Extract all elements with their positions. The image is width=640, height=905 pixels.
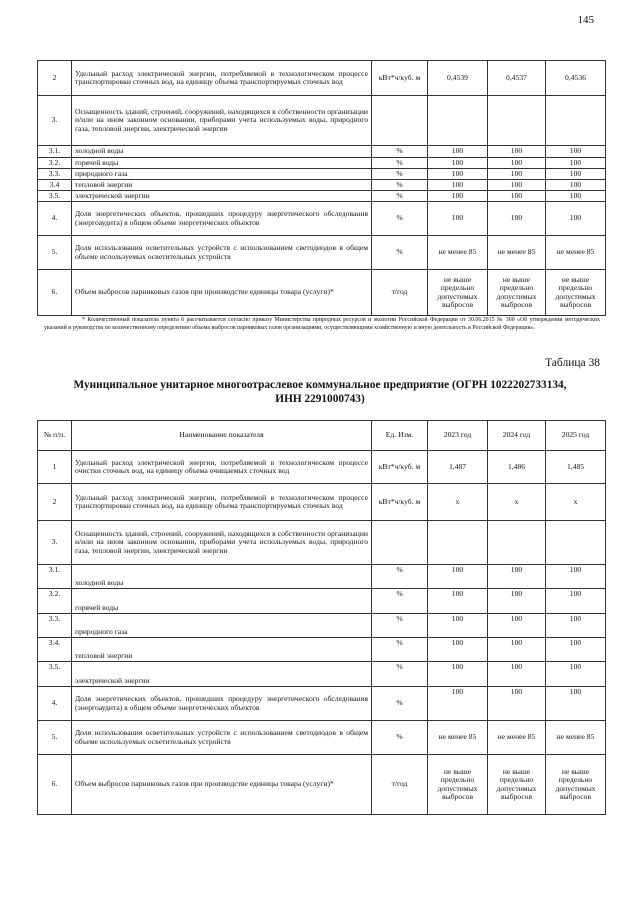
value-2024: 100 — [488, 202, 546, 236]
value-2023: 100 — [428, 169, 488, 180]
indicator-name: Доля использования осветительных устройств с использованием светодиодов в общем объеме используемых осветительных устройств — [72, 721, 372, 755]
value-2025: 1,485 — [546, 451, 606, 484]
value-2024: 100 — [488, 158, 546, 169]
section-title: Муниципальное унитарное многоотраслевое коммунальное предприятие (ОГРН 1022202733134, ИНН 2291000743) — [73, 379, 567, 405]
header-2023: 2023 год — [428, 421, 488, 451]
value-2024: 100 — [488, 180, 546, 191]
value-2025 — [546, 96, 606, 146]
indicator-name: Объем выбросов парниковых газов при производстве единицы товара (услуги)* — [72, 755, 372, 815]
indicator-name: Доля использования осветительных устройств с использованием светодиодов в общем объеме используемых осветительных устройств — [72, 236, 372, 270]
table-row — [38, 270, 606, 316]
table-row — [38, 236, 606, 270]
value-2023: не выше предельно допустимых выбросов — [428, 755, 488, 815]
value-2024: не выше предельно допустимых выбросов — [488, 270, 546, 316]
unit-cell: % — [372, 158, 428, 169]
table-row — [38, 169, 606, 180]
table-row — [38, 191, 606, 202]
footnote: * Количественный показатель пункта 6 рассчитывается согласно приказу Министерства природных ресурсов и экологии Российской Федерации от 30.06.2015 № 300 «Об утверждении методических указаний и руководства по количественному определению объема выбросов парниковых газов организациями, осуществляющими хозяйственную и иную деятельность в Российской Федерации». — [44, 317, 600, 332]
value-2024: 100 — [488, 638, 546, 662]
unit-cell: % — [372, 191, 428, 202]
indicator-name: тепловой энергии — [72, 180, 372, 191]
value-2025: не выше предельно допустимых выбросов — [546, 270, 606, 316]
unit-cell: % — [372, 202, 428, 236]
indicator-name: Удельный расход электрической энергии, потребляемой в технологическом процессе транспортировки сточных вод, на единицу объема транспортируемых сточных вод — [72, 61, 372, 96]
value-2023: не выше предельно допустимых выбросов — [428, 270, 488, 316]
row-number: 3.4 — [38, 180, 72, 191]
unit-cell — [372, 521, 428, 565]
table-header-row — [38, 421, 606, 451]
unit-cell: % — [372, 236, 428, 270]
table-row — [38, 521, 606, 565]
value-2023 — [428, 521, 488, 565]
value-2025: 100 — [546, 202, 606, 236]
header-num: № п/п. — [38, 421, 72, 451]
table-row — [38, 96, 606, 146]
row-number: 4. — [38, 202, 72, 236]
table-row — [38, 638, 606, 662]
value-2025: 100 — [546, 662, 606, 687]
indicator-name: холодной воды — [72, 146, 372, 158]
indicator-name: Удельный расход электрической энергии, потребляемой в технологическом процессе очистки сточных вод, на единицу объема очищаемых сточных вод — [72, 451, 372, 484]
table-row — [38, 451, 606, 484]
unit-cell: % — [372, 721, 428, 755]
value-2025: не менее 85 — [546, 721, 606, 755]
row-number: 5. — [38, 236, 72, 270]
table-label: Таблица 38 — [545, 357, 600, 369]
value-2023: 100 — [428, 614, 488, 638]
indicator-name: горячей воды — [72, 589, 372, 614]
value-2023: не менее 85 — [428, 721, 488, 755]
indicator-name: Оснащенность зданий, строений, сооружений, находящихся в собственности организации и/или на ином законном основании, приборами учета используемых воды, природного газа, тепловой энергии, электрической энергии — [72, 96, 372, 146]
value-2023: 100 — [428, 589, 488, 614]
indicator-name: горячей воды — [72, 158, 372, 169]
table-row — [38, 614, 606, 638]
row-number: 3. — [38, 96, 72, 146]
table-row — [38, 180, 606, 191]
value-2025 — [546, 521, 606, 565]
unit-cell: % — [372, 638, 428, 662]
value-2024: 100 — [488, 687, 546, 721]
row-number: 3. — [38, 521, 72, 565]
indicator-name: электрической энергии — [72, 662, 372, 687]
row-number: 3.1. — [38, 565, 72, 589]
table-row — [38, 687, 606, 721]
value-2023: 1,487 — [428, 451, 488, 484]
row-number: 2 — [38, 61, 72, 96]
row-number: 4. — [38, 687, 72, 721]
indicator-name: Удельный расход электрической энергии, потребляемой в технологическом процессе транспортировки сточных вод, на единицу объема транспортируемых сточных вод — [72, 484, 372, 521]
header-name: Наименование показателя — [72, 421, 372, 451]
header-unit: Ед. Изм. — [372, 421, 428, 451]
unit-cell: % — [372, 180, 428, 191]
table-row — [38, 202, 606, 236]
value-2024: х — [488, 484, 546, 521]
value-2025: 100 — [546, 565, 606, 589]
value-2024: 100 — [488, 146, 546, 158]
unit-cell: % — [372, 662, 428, 687]
value-2024 — [488, 96, 546, 146]
value-2023: 100 — [428, 158, 488, 169]
unit-cell: % — [372, 146, 428, 158]
unit-cell — [372, 96, 428, 146]
unit-cell: % — [372, 589, 428, 614]
value-2023 — [428, 96, 488, 146]
table-row — [38, 484, 606, 521]
value-2025: 0,4536 — [546, 61, 606, 96]
unit-cell: т/год — [372, 270, 428, 316]
indicator-name: природного газа — [72, 614, 372, 638]
value-2023: не менее 85 — [428, 236, 488, 270]
value-2025: х — [546, 484, 606, 521]
value-2025: 100 — [546, 158, 606, 169]
value-2025: 100 — [546, 169, 606, 180]
row-number: 6. — [38, 270, 72, 316]
value-2023: 100 — [428, 662, 488, 687]
value-2024: 100 — [488, 614, 546, 638]
value-2025: 100 — [546, 180, 606, 191]
table-row — [38, 589, 606, 614]
indicator-name: Доля энергетических объектов, прошедших процедуру энергетического обследования (энергоаудита) в общем объеме энергетических объектов — [72, 687, 372, 721]
unit-cell: кВт*ч/куб. м — [372, 484, 428, 521]
row-number: 3.3. — [38, 169, 72, 180]
row-number: 3.5. — [38, 191, 72, 202]
value-2025: не менее 85 — [546, 236, 606, 270]
indicator-name: Оснащенность зданий, строений, сооружений, находящихся в собственности организации и/или на ином законном основании, приборами учета используемых воды, природного газа, тепловой энергии, электрической энергии — [72, 521, 372, 565]
indicator-name: Доля энергетических объектов, прошедших процедуру энергетического обследования (энергоаудита) в общем объеме энергетических объектов — [72, 202, 372, 236]
table-row — [38, 146, 606, 158]
table-continued — [37, 60, 606, 316]
table-row — [38, 755, 606, 815]
value-2025: 100 — [546, 614, 606, 638]
value-2025: не выше предельно допустимых выбросов — [546, 755, 606, 815]
value-2024: не менее 85 — [488, 236, 546, 270]
value-2023: 100 — [428, 565, 488, 589]
row-number: 3.2. — [38, 158, 72, 169]
unit-cell: кВт*ч/куб. м — [372, 451, 428, 484]
table-row — [38, 565, 606, 589]
value-2024: 100 — [488, 662, 546, 687]
table-row — [38, 721, 606, 755]
value-2023: 100 — [428, 638, 488, 662]
row-number: 3.5. — [38, 662, 72, 687]
value-2023: 100 — [428, 180, 488, 191]
table-row — [38, 662, 606, 687]
table-38 — [37, 420, 606, 815]
unit-cell: кВт*ч/куб. м — [372, 61, 428, 96]
value-2023: 100 — [428, 146, 488, 158]
unit-cell: % — [372, 687, 428, 721]
unit-cell: % — [372, 565, 428, 589]
indicator-name: тепловой энергии — [72, 638, 372, 662]
unit-cell: % — [372, 169, 428, 180]
indicator-name: холодной воды — [72, 565, 372, 589]
unit-cell: т/год — [372, 755, 428, 815]
header-2025: 2025 год — [546, 421, 606, 451]
value-2025: 100 — [546, 687, 606, 721]
table-row — [38, 158, 606, 169]
value-2024: 1,486 — [488, 451, 546, 484]
value-2023: 100 — [428, 687, 488, 721]
row-number: 3.4. — [38, 638, 72, 662]
row-number: 1 — [38, 451, 72, 484]
value-2024: 100 — [488, 191, 546, 202]
row-number: 3.3. — [38, 614, 72, 638]
row-number: 3.2. — [38, 589, 72, 614]
indicator-name: электрической энергии — [72, 191, 372, 202]
value-2025: 100 — [546, 146, 606, 158]
value-2025: 100 — [546, 589, 606, 614]
value-2024: 100 — [488, 169, 546, 180]
value-2024: 0,4537 — [488, 61, 546, 96]
indicator-name: природного газа — [72, 169, 372, 180]
value-2024: не менее 85 — [488, 721, 546, 755]
row-number: 3.1. — [38, 146, 72, 158]
value-2024: 100 — [488, 565, 546, 589]
value-2024: 100 — [488, 589, 546, 614]
row-number: 6. — [38, 755, 72, 815]
row-number: 2 — [38, 484, 72, 521]
unit-cell: % — [372, 614, 428, 638]
value-2023: 100 — [428, 191, 488, 202]
value-2023: х — [428, 484, 488, 521]
row-number: 5. — [38, 721, 72, 755]
value-2025: 100 — [546, 191, 606, 202]
value-2023: 100 — [428, 202, 488, 236]
indicator-name: Объем выбросов парниковых газов при производстве единицы товара (услуги)* — [72, 270, 372, 316]
table-row — [38, 61, 606, 96]
value-2024 — [488, 521, 546, 565]
header-2024: 2024 год — [488, 421, 546, 451]
value-2024: не выше предельно допустимых выбросов — [488, 755, 546, 815]
value-2023: 0,4539 — [428, 61, 488, 96]
value-2025: 100 — [546, 638, 606, 662]
page-number: 145 — [577, 14, 594, 26]
